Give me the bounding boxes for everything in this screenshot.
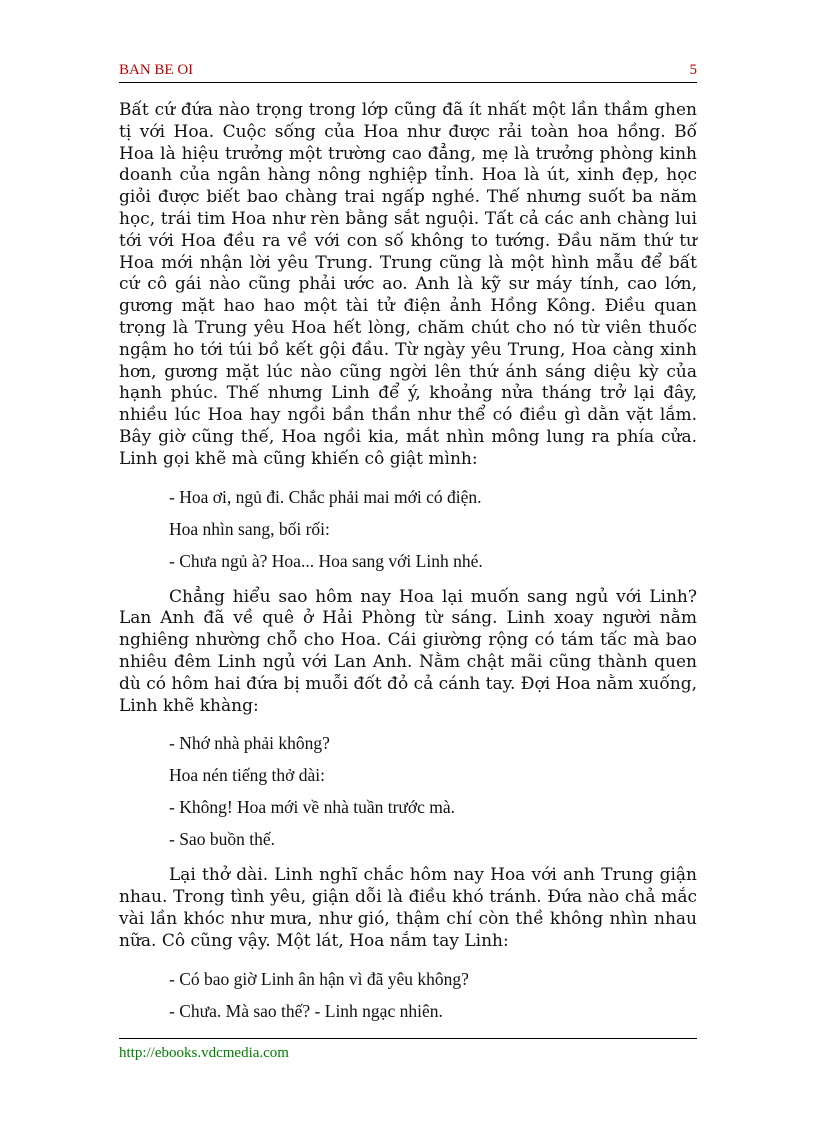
dialog-line: - Sao buồn thế. <box>169 829 275 850</box>
page-number: 5 <box>689 62 697 78</box>
paragraph: Lại thở dài. Linh nghĩ chắc hôm nay Hoa với anh Trung giận nhau. Trong tình yêu, giận dỗi là điều khó tránh. Đứa nào chả mắc vài lần khóc như mưa, như gió, thậm chí còn thề không nhìn nhau nữa. Cô cũng vậy. Một lát, Hoa nắm tay Linh: <box>119 865 697 951</box>
book-title: BAN BE OI <box>119 62 194 78</box>
dialog-line: - Hoa ơi, ngủ đi. Chắc phải mai mới có điện. <box>169 486 482 507</box>
dialog-line: - Không! Hoa mới về nhà tuần trước mà. <box>169 797 456 818</box>
dialog-line: Hoa nén tiếng thở dài: <box>169 765 326 786</box>
dialog-line: - Nhớ nhà phải không? <box>169 733 330 754</box>
paragraph: Chẳng hiểu sao hôm nay Hoa lại muốn sang ngủ với Linh? Lan Anh đã về quê ở Hải Phòng từ sáng. Linh xoay người nằm nghiêng nhường chỗ cho Hoa. Cái giường rộng có tám tấc mà bao nhiêu đêm Linh ngủ với Lan Anh. Nằm chật mãi cũng thành quen dù có hôm hai đứa bị muỗi đốt đỏ cả cánh tay. Đợi Hoa nằm xuống, Linh khẽ khàng: <box>119 586 697 716</box>
dialog-line: - Chưa. Mà sao thế? - Linh ngạc nhiên. <box>169 1000 443 1021</box>
page-footer <box>119 1038 697 1062</box>
paragraph-opening: Bất cứ đứa nào trọng trong lớp cũng đã ít nhất một lần thầm ghen tị với Hoa. Cuộc sống của Hoa như được rải toàn hoa hồng. Bố Hoa là hiệu trưởng một trường cao đẳng, mẹ là trưởng phòng kinh doanh của ngân hàng nông nghiệp tỉnh. Hoa là út, xinh đẹp, học giỏi được biết bao chàng trai ngấp nghé. Thế nhưng suốt ba năm học, trái tim Hoa như rèn bằng sắt nguội. Tất cả các anh chàng lui tới với Hoa đều ra về với con số không to tướng. Đầu năm thứ tư Hoa mới nhận lời yêu Trung. Trung cũng là một hình mẫu để bất cứ cô gái nào cũng phải ước ao. Anh là kỹ sư máy tính, cao lớn, gương mặt hao hao một tài tử điện ảnh Hồng Kông. Điều quan trọng là Trung yêu Hoa hết lòng, chăm chút cho nó từ viên thuốc ngậm ho tới túi bồ kết gội đầu. Từ ngày yêu Trung, Hoa càng xinh hơn, gương mặt lúc nào cũng ngời lên thứ ánh sáng diệu kỳ của hạnh phúc. Thế nhưng Linh để ý, khoảng nửa tháng trở lại đây, nhiều lúc Hoa hay ngồi bần thần như thể có điều gì dằn vặt lắm. Bây giờ cũng thế, Hoa ngồi kia, mắt nhìn mông lung ra phía cửa. Linh gọi khẽ mà cũng khiến cô giật mình: <box>119 100 697 469</box>
dialog-line: - Có bao giờ Linh ân hận vì đã yêu không? <box>169 968 469 989</box>
page-header <box>119 60 697 83</box>
dialog-line: Hoa nhìn sang, bối rối: <box>169 518 330 539</box>
page-body <box>119 100 697 1027</box>
footer-url: http://ebooks.vdcmedia.com <box>119 1045 289 1061</box>
dialog-line: - Chưa ngủ à? Hoa... Hoa sang với Linh nhé. <box>169 550 483 571</box>
